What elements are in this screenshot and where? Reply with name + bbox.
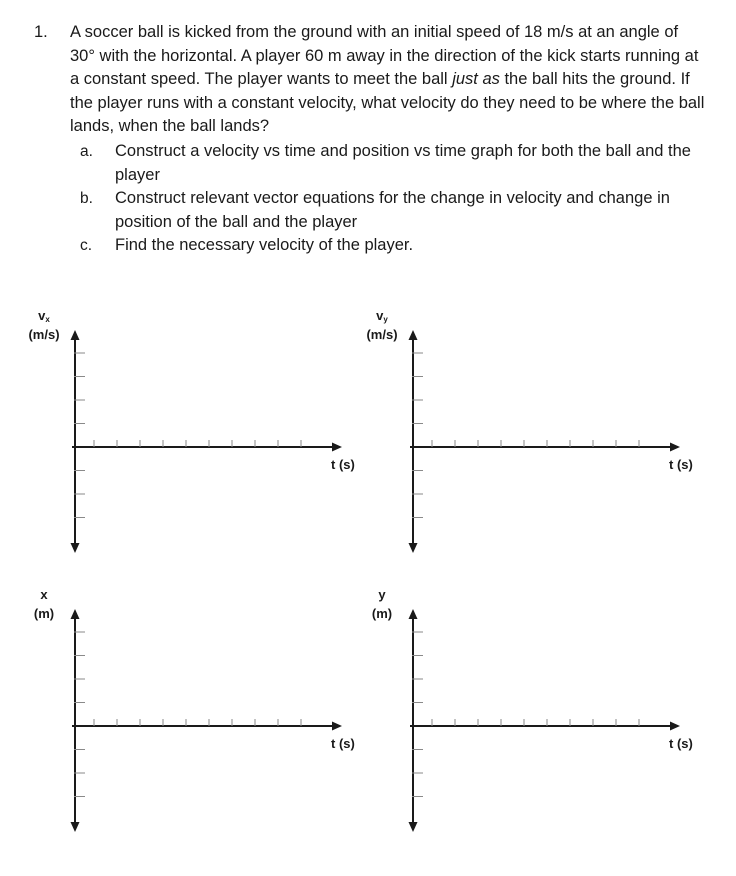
part-c-text: Find the necessary velocity of the player. xyxy=(115,236,414,254)
graph-vy-vs-t xyxy=(338,300,706,585)
x-axis-arrow-icon xyxy=(670,722,680,731)
x-axis-arrow-icon xyxy=(670,443,680,452)
blank-axes xyxy=(0,579,368,864)
y-axis-unit: (m) xyxy=(371,606,393,621)
problem-1 xyxy=(0,0,736,270)
y-axis-arrow-down-icon xyxy=(409,543,418,553)
part-b-letter: b. xyxy=(80,190,93,207)
y-axis-arrow-down-icon xyxy=(409,822,418,832)
y-axis-arrow-down-icon xyxy=(71,543,80,553)
y-axis-arrow-up-icon xyxy=(71,609,80,619)
graph-x-vs-t xyxy=(0,579,368,864)
y-axis-unit: (m) xyxy=(33,606,55,621)
y-axis-arrow-down-icon xyxy=(71,822,80,832)
graph-vx-vs-t xyxy=(0,300,368,585)
blank-axes xyxy=(338,579,706,864)
y-axis-unit: (m/s) xyxy=(28,327,60,342)
x-axis-label: t (s) xyxy=(331,457,355,472)
part-c xyxy=(0,234,736,258)
y-axis-arrow-up-icon xyxy=(71,330,80,340)
y-axis-variable: y xyxy=(378,587,386,602)
part-b xyxy=(0,187,736,235)
y-axis-variable: $v_x$ xyxy=(38,308,50,324)
part-a-text: Construct a velocity vs time and position vs time graph for both the ball and the player xyxy=(115,142,691,184)
graph-y-vs-t xyxy=(338,579,706,864)
part-a xyxy=(0,140,736,188)
y-axis-arrow-up-icon xyxy=(409,330,418,340)
blank-axes xyxy=(0,300,368,585)
problem-number: 1. xyxy=(34,23,48,41)
y-axis-variable: $v_y$ xyxy=(376,308,388,324)
blank-axes xyxy=(338,300,706,585)
problem-text-italic: just as xyxy=(452,70,500,89)
problem-text-start: A soccer ball is kicked from the ground with an initial speed of 18 m/s at an angle of 30° with the horizontal. A player 60 m away in the direction of the kick starts running at a constant speed. The player wants to meet the ball xyxy=(70,23,699,89)
y-axis-arrow-up-icon xyxy=(409,609,418,619)
x-axis-label: t (s) xyxy=(331,736,355,751)
part-a-letter: a. xyxy=(80,143,93,160)
x-axis-label: t (s) xyxy=(669,457,693,472)
y-axis-variable: x xyxy=(40,587,48,602)
problem-text-end: the ball hits the ground. If the player runs with a constant velocity, what velocity do they need to be where the ball lands, when the ball lands? xyxy=(70,70,705,136)
x-axis-label: t (s) xyxy=(669,736,693,751)
part-b-text: Construct relevant vector equations for the change in velocity and change in position of the ball and the player xyxy=(115,189,670,231)
part-c-letter: c. xyxy=(80,237,93,254)
problem-statement xyxy=(70,21,706,139)
y-axis-unit: (m/s) xyxy=(366,327,398,342)
